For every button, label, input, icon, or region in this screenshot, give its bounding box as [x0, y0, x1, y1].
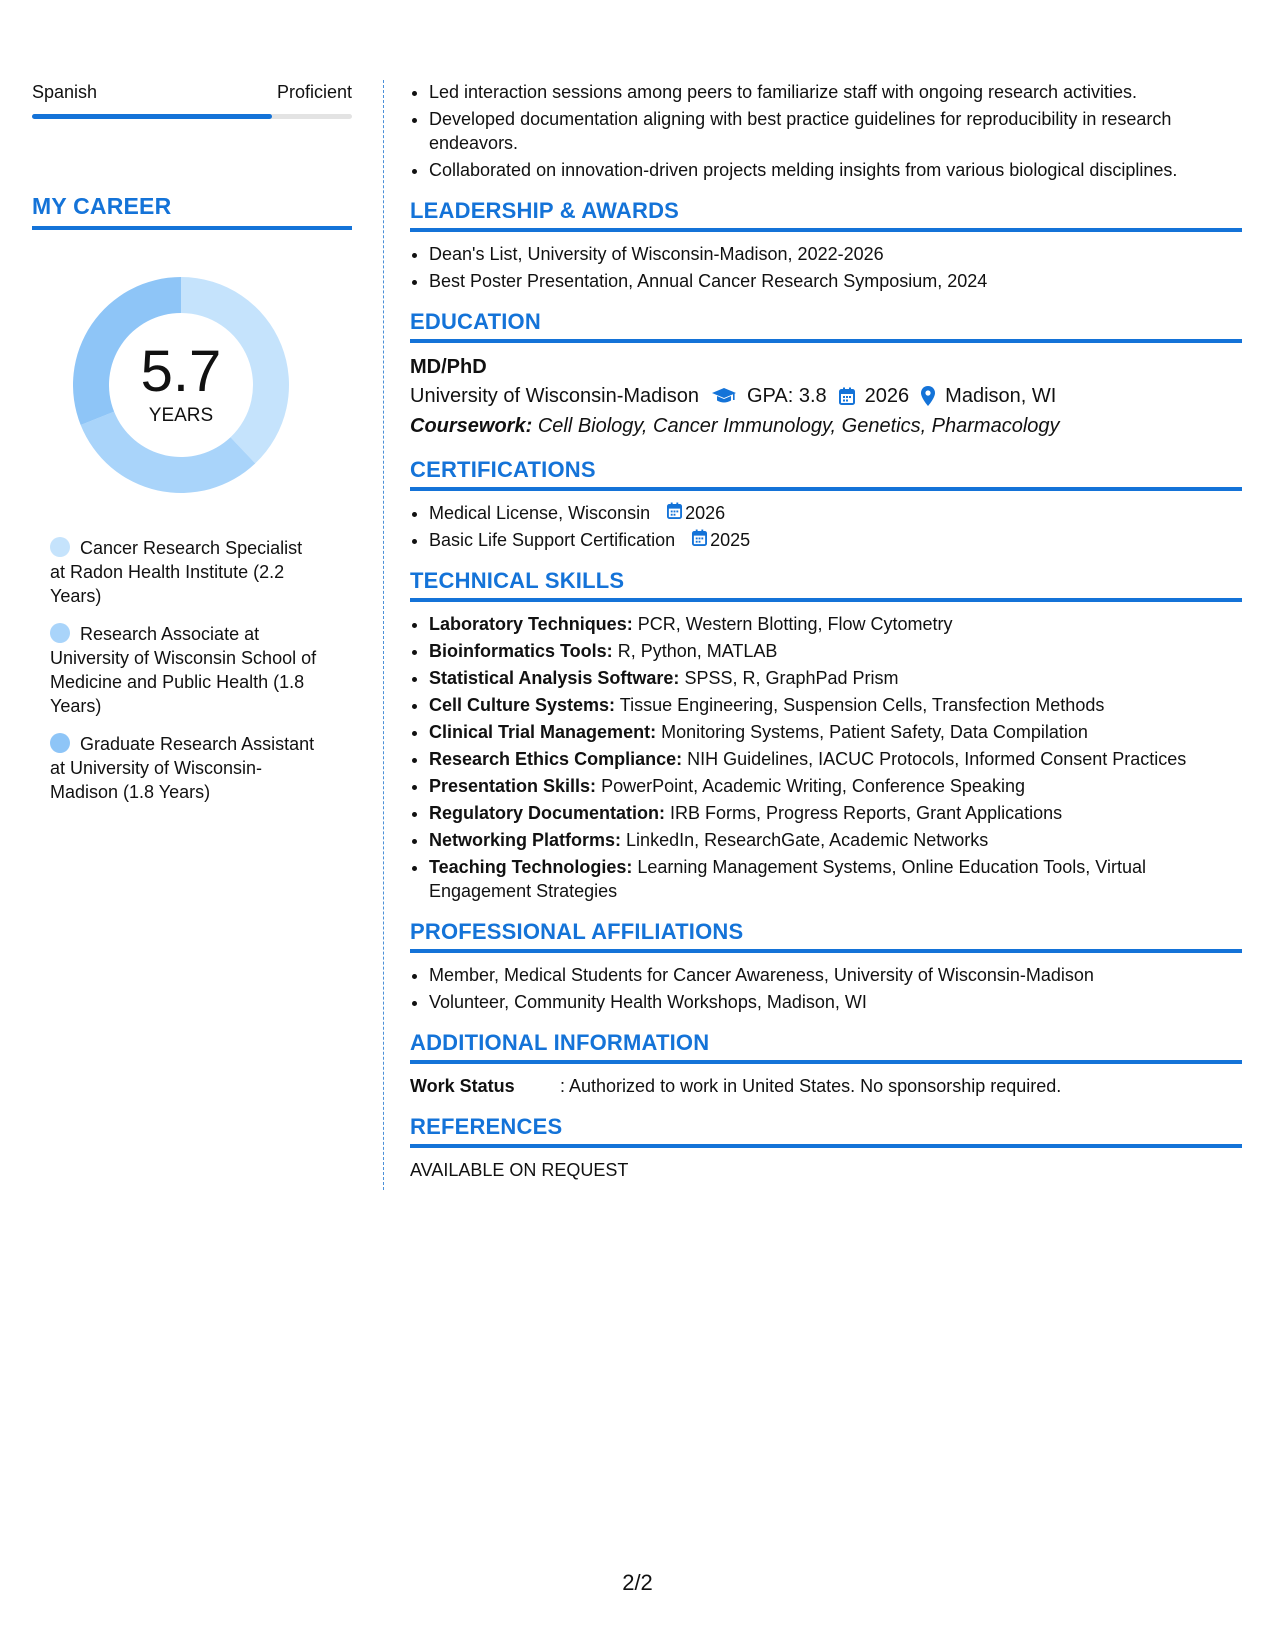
certifications-list [410, 501, 1242, 552]
calendar-icon [839, 387, 855, 405]
experience-bullets [410, 80, 1242, 182]
references-section [410, 1114, 1242, 1182]
skill-label: Research Ethics Compliance: [429, 749, 683, 769]
certification-item [429, 528, 1242, 552]
certification-year: 2025 [710, 530, 751, 550]
skill-value: Tissue Engineering, Suspension Cells, Transfection Methods [619, 695, 1105, 715]
leadership-title: LEADERSHIP & AWARDS [410, 198, 1242, 232]
education-location: Madison, WI [945, 385, 1057, 407]
language-proficiency-fill [32, 114, 272, 119]
skill-label: Teaching Technologies: [429, 857, 633, 877]
certification-name: Basic Life Support Certification [429, 530, 676, 550]
skill-item [429, 747, 1242, 771]
legend-dot-icon [50, 537, 70, 557]
skill-value: PowerPoint, Academic Writing, Conference Speaking [601, 776, 1025, 796]
career-legend-item [50, 732, 320, 804]
affiliations-list [410, 963, 1242, 1014]
right-column [410, 80, 1242, 1182]
career-legend-item [50, 622, 320, 718]
skill-label: Statistical Analysis Software: [429, 668, 680, 688]
skill-item [429, 666, 1242, 690]
career-legend-label: Research Associate at University of Wisconsin School of Medicine and Public Health (1.8 Years) [50, 624, 317, 716]
career-heading: MY CAREER [32, 193, 352, 230]
certification-year: 2026 [685, 503, 726, 523]
skill-value: LinkedIn, ResearchGate, Academic Networks [626, 830, 989, 850]
coursework-label: Coursework: [410, 415, 533, 437]
skill-item [429, 639, 1242, 663]
left-column [32, 80, 352, 818]
donut-center [66, 270, 296, 500]
graduation-cap-icon [711, 387, 737, 405]
skill-item [429, 828, 1242, 852]
experience-bullet: • Led interaction sessions among peers to familiarize staff with ongoing research activities. [429, 80, 1242, 104]
skills-list [410, 612, 1242, 903]
education-degree: MD/PhD [410, 356, 487, 378]
career-donut-chart [66, 270, 296, 500]
education-details [410, 381, 1242, 411]
skill-value: R, Python, MATLAB [617, 641, 778, 661]
skill-value: Monitoring Systems, Patient Safety, Data Compilation [661, 722, 1088, 742]
language-row [32, 80, 352, 104]
work-status-label: Work Status [410, 1076, 515, 1096]
certifications-section [410, 457, 1242, 552]
education-gpa: GPA: 3.8 [746, 385, 827, 407]
language-name: Spanish [32, 82, 98, 102]
skill-label: Presentation Skills: [429, 776, 597, 796]
certification-name: Medical License, Wisconsin [429, 503, 651, 523]
career-legend-label: Cancer Research Specialist at Radon Health Institute (2.2 Years) [50, 538, 303, 606]
references-title: REFERENCES [410, 1114, 1242, 1148]
career-legend-label: Graduate Research Assistant at University of Wisconsin-Madison (1.8 Years) [50, 734, 315, 802]
skill-label: Regulatory Documentation: [429, 803, 666, 823]
skill-label: Clinical Trial Management: [429, 722, 657, 742]
skill-label: Cell Culture Systems: [429, 695, 616, 715]
calendar-icon [667, 501, 685, 525]
coursework-value: Cell Biology, Cancer Immunology, Genetics, Pharmacology [537, 415, 1060, 437]
career-legend-item [50, 536, 320, 608]
skill-item [429, 801, 1242, 825]
education-coursework [410, 411, 1242, 441]
references-text: AVAILABLE ON REQUEST [410, 1160, 629, 1180]
calendar-icon [692, 528, 710, 552]
skills-section [410, 568, 1242, 903]
language-level: Proficient [276, 82, 352, 102]
legend-dot-icon [50, 623, 70, 643]
certification-date [692, 528, 750, 552]
skill-label: Networking Platforms: [429, 830, 622, 850]
education-title: EDUCATION [410, 309, 1242, 343]
skill-value: IRB Forms, Progress Reports, Grant Applications [670, 803, 1063, 823]
skill-item [429, 720, 1242, 744]
skill-value: SPSS, R, GraphPad Prism [684, 668, 899, 688]
experience-bullet: • Developed documentation aligning with best practice guidelines for reproducibility in research endeavors. [429, 107, 1242, 155]
skill-item [429, 693, 1242, 717]
work-status-value: : Authorized to work in United States. No sponsorship required. [560, 1076, 1062, 1096]
affiliation-item: • Volunteer, Community Health Workshops, Madison, WI [429, 990, 1242, 1014]
skill-item [429, 612, 1242, 636]
skill-item [429, 774, 1242, 798]
location-pin-icon [921, 386, 935, 406]
language-proficiency-bar [32, 114, 352, 119]
skill-value: PCR, Western Blotting, Flow Cytometry [637, 614, 953, 634]
certification-date [667, 501, 725, 525]
education-school: University of Wisconsin-Madison [410, 385, 699, 407]
leadership-item: • Dean's List, University of Wisconsin-Madison, 2022-2026 [429, 242, 1242, 266]
skill-label: Laboratory Techniques: [429, 614, 633, 634]
affiliation-item: • Member, Medical Students for Cancer Awareness, University of Wisconsin-Madison [429, 963, 1242, 987]
skills-title: TECHNICAL SKILLS [410, 568, 1242, 602]
career-total-years: 5.7 [140, 339, 222, 404]
skill-value: Learning Management Systems, Online Education Tools, Virtual Engagement Strategies [429, 857, 1146, 901]
affiliations-title: PROFESSIONAL AFFILIATIONS [410, 919, 1242, 953]
career-legend [50, 536, 320, 804]
certification-item [429, 501, 1242, 525]
experience-bullet: • Collaborated on innovation-driven projects melding insights from various biological disciplines. [429, 158, 1242, 182]
education-year: 2026 [864, 385, 910, 407]
column-divider [383, 80, 384, 1190]
affiliations-section [410, 919, 1242, 1014]
skill-item [429, 855, 1242, 903]
work-status-row [410, 1074, 1242, 1098]
education-section [410, 309, 1242, 441]
skill-value: NIH Guidelines, IACUC Protocols, Informed Consent Practices [687, 749, 1187, 769]
career-years-unit: YEARS [148, 405, 214, 426]
leadership-list [410, 242, 1242, 293]
certifications-title: CERTIFICATIONS [410, 457, 1242, 491]
leadership-item: • Best Poster Presentation, Annual Cancer Research Symposium, 2024 [429, 269, 1242, 293]
additional-info-title: ADDITIONAL INFORMATION [410, 1030, 1242, 1064]
page-number: 2/2 [622, 1570, 653, 1595]
skill-label: Bioinformatics Tools: [429, 641, 613, 661]
additional-info-section [410, 1030, 1242, 1098]
legend-dot-icon [50, 733, 70, 753]
leadership-section [410, 198, 1242, 293]
